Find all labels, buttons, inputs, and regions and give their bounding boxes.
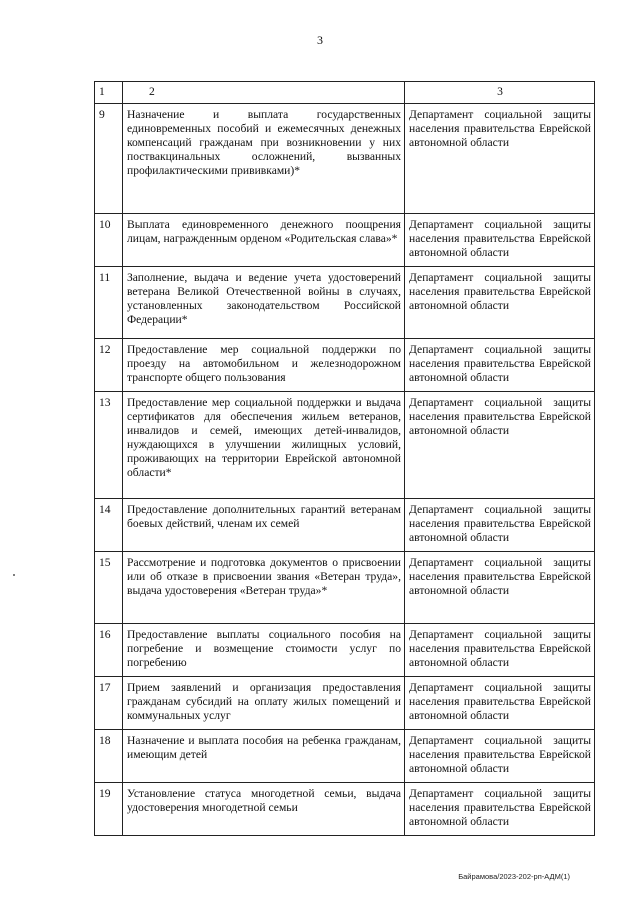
table-row <box>95 677 595 730</box>
table-row <box>95 214 595 267</box>
services-table-body <box>95 82 595 836</box>
service-name: Предоставление выплаты социального пособия на погребение и возмещение стоимости услуг по погребению <box>123 624 405 677</box>
responsible-department: Департамент социальной защиты населения правительства Еврейской автономной области <box>405 624 595 677</box>
row-number: 9 <box>95 104 123 214</box>
row-number: 18 <box>95 730 123 783</box>
service-name: Назначение и выплата пособия на ребенка гражданам, имеющим детей <box>123 730 405 783</box>
service-name: Предоставление мер социальной поддержки и выдача сертификатов для обеспечения жильем ветеранов, инвалидов и семей, имеющих детей-инвалидов, нуждающихся в улучшении жилищных условий, проживающих на территории Еврейской автономной области* <box>123 392 405 499</box>
responsible-department: Департамент социальной защиты населения правительства Еврейской автономной области <box>405 783 595 836</box>
table-row <box>95 392 595 499</box>
row-number: 14 <box>95 499 123 552</box>
table-row <box>95 624 595 677</box>
service-name: Назначение и выплата государственных единовременных пособий и ежемесячных денежных компенсаций гражданам при возникновении у них поствакцинальных осложнений, вызванных профилактическими прививками)* <box>123 104 405 214</box>
row-number: 16 <box>95 624 123 677</box>
service-name: Установление статуса многодетной семьи, выдача удостоверения многодетной семьи <box>123 783 405 836</box>
header-col-3: 3 <box>405 82 595 104</box>
table-row <box>95 552 595 624</box>
scan-artifact <box>13 574 15 576</box>
document-code: Байрамова/2023-202-рп-АДМ(1) <box>458 872 570 881</box>
table-header-row <box>95 82 595 104</box>
responsible-department: Департамент социальной защиты населения правительства Еврейской автономной области <box>405 267 595 339</box>
row-number: 12 <box>95 339 123 392</box>
row-number: 10 <box>95 214 123 267</box>
row-number: 19 <box>95 783 123 836</box>
responsible-department: Департамент социальной защиты населения правительства Еврейской автономной области <box>405 499 595 552</box>
responsible-department: Департамент социальной защиты населения правительства Еврейской автономной области <box>405 339 595 392</box>
header-col-2: 2 <box>123 82 405 104</box>
responsible-department: Департамент социальной защиты населения правительства Еврейской автономной области <box>405 214 595 267</box>
row-number: 13 <box>95 392 123 499</box>
table-row <box>95 499 595 552</box>
service-name: Прием заявлений и организация предоставления гражданам субсидий на оплату жилых помещений и коммунальных услуг <box>123 677 405 730</box>
service-name: Предоставление мер социальной поддержки по проезду на автомобильном и железнодорожном транспорте общего пользования <box>123 339 405 392</box>
table-row <box>95 339 595 392</box>
row-number: 17 <box>95 677 123 730</box>
row-number: 11 <box>95 267 123 339</box>
responsible-department: Департамент социальной защиты населения правительства Еврейской автономной области <box>405 677 595 730</box>
service-name: Предоставление дополнительных гарантий ветеранам боевых действий, членам их семей <box>123 499 405 552</box>
table-row <box>95 267 595 339</box>
row-number: 15 <box>95 552 123 624</box>
table-row <box>95 730 595 783</box>
page-number: 3 <box>317 33 323 47</box>
service-name: Заполнение, выдача и ведение учета удостоверений ветерана Великой Отечественной войны в случаях, установленных законодательством Российской Федерации* <box>123 267 405 339</box>
responsible-department: Департамент социальной защиты населения правительства Еврейской автономной области <box>405 730 595 783</box>
service-name: Рассмотрение и подготовка документов о присвоении или об отказе в присвоении звания «Ветеран труда», выдача удостоверения «Ветеран труда»* <box>123 552 405 624</box>
services-table <box>94 81 595 836</box>
table-row <box>95 783 595 836</box>
service-name: Выплата единовременного денежного поощрения лицам, награжденным орденом «Родительская слава»* <box>123 214 405 267</box>
responsible-department: Департамент социальной защиты населения правительства Еврейской автономной области <box>405 552 595 624</box>
responsible-department: Департамент социальной защиты населения правительства Еврейской автономной области <box>405 392 595 499</box>
header-col-1: 1 <box>95 82 123 104</box>
responsible-department: Департамент социальной защиты населения правительства Еврейской автономной области <box>405 104 595 214</box>
table-row <box>95 104 595 214</box>
